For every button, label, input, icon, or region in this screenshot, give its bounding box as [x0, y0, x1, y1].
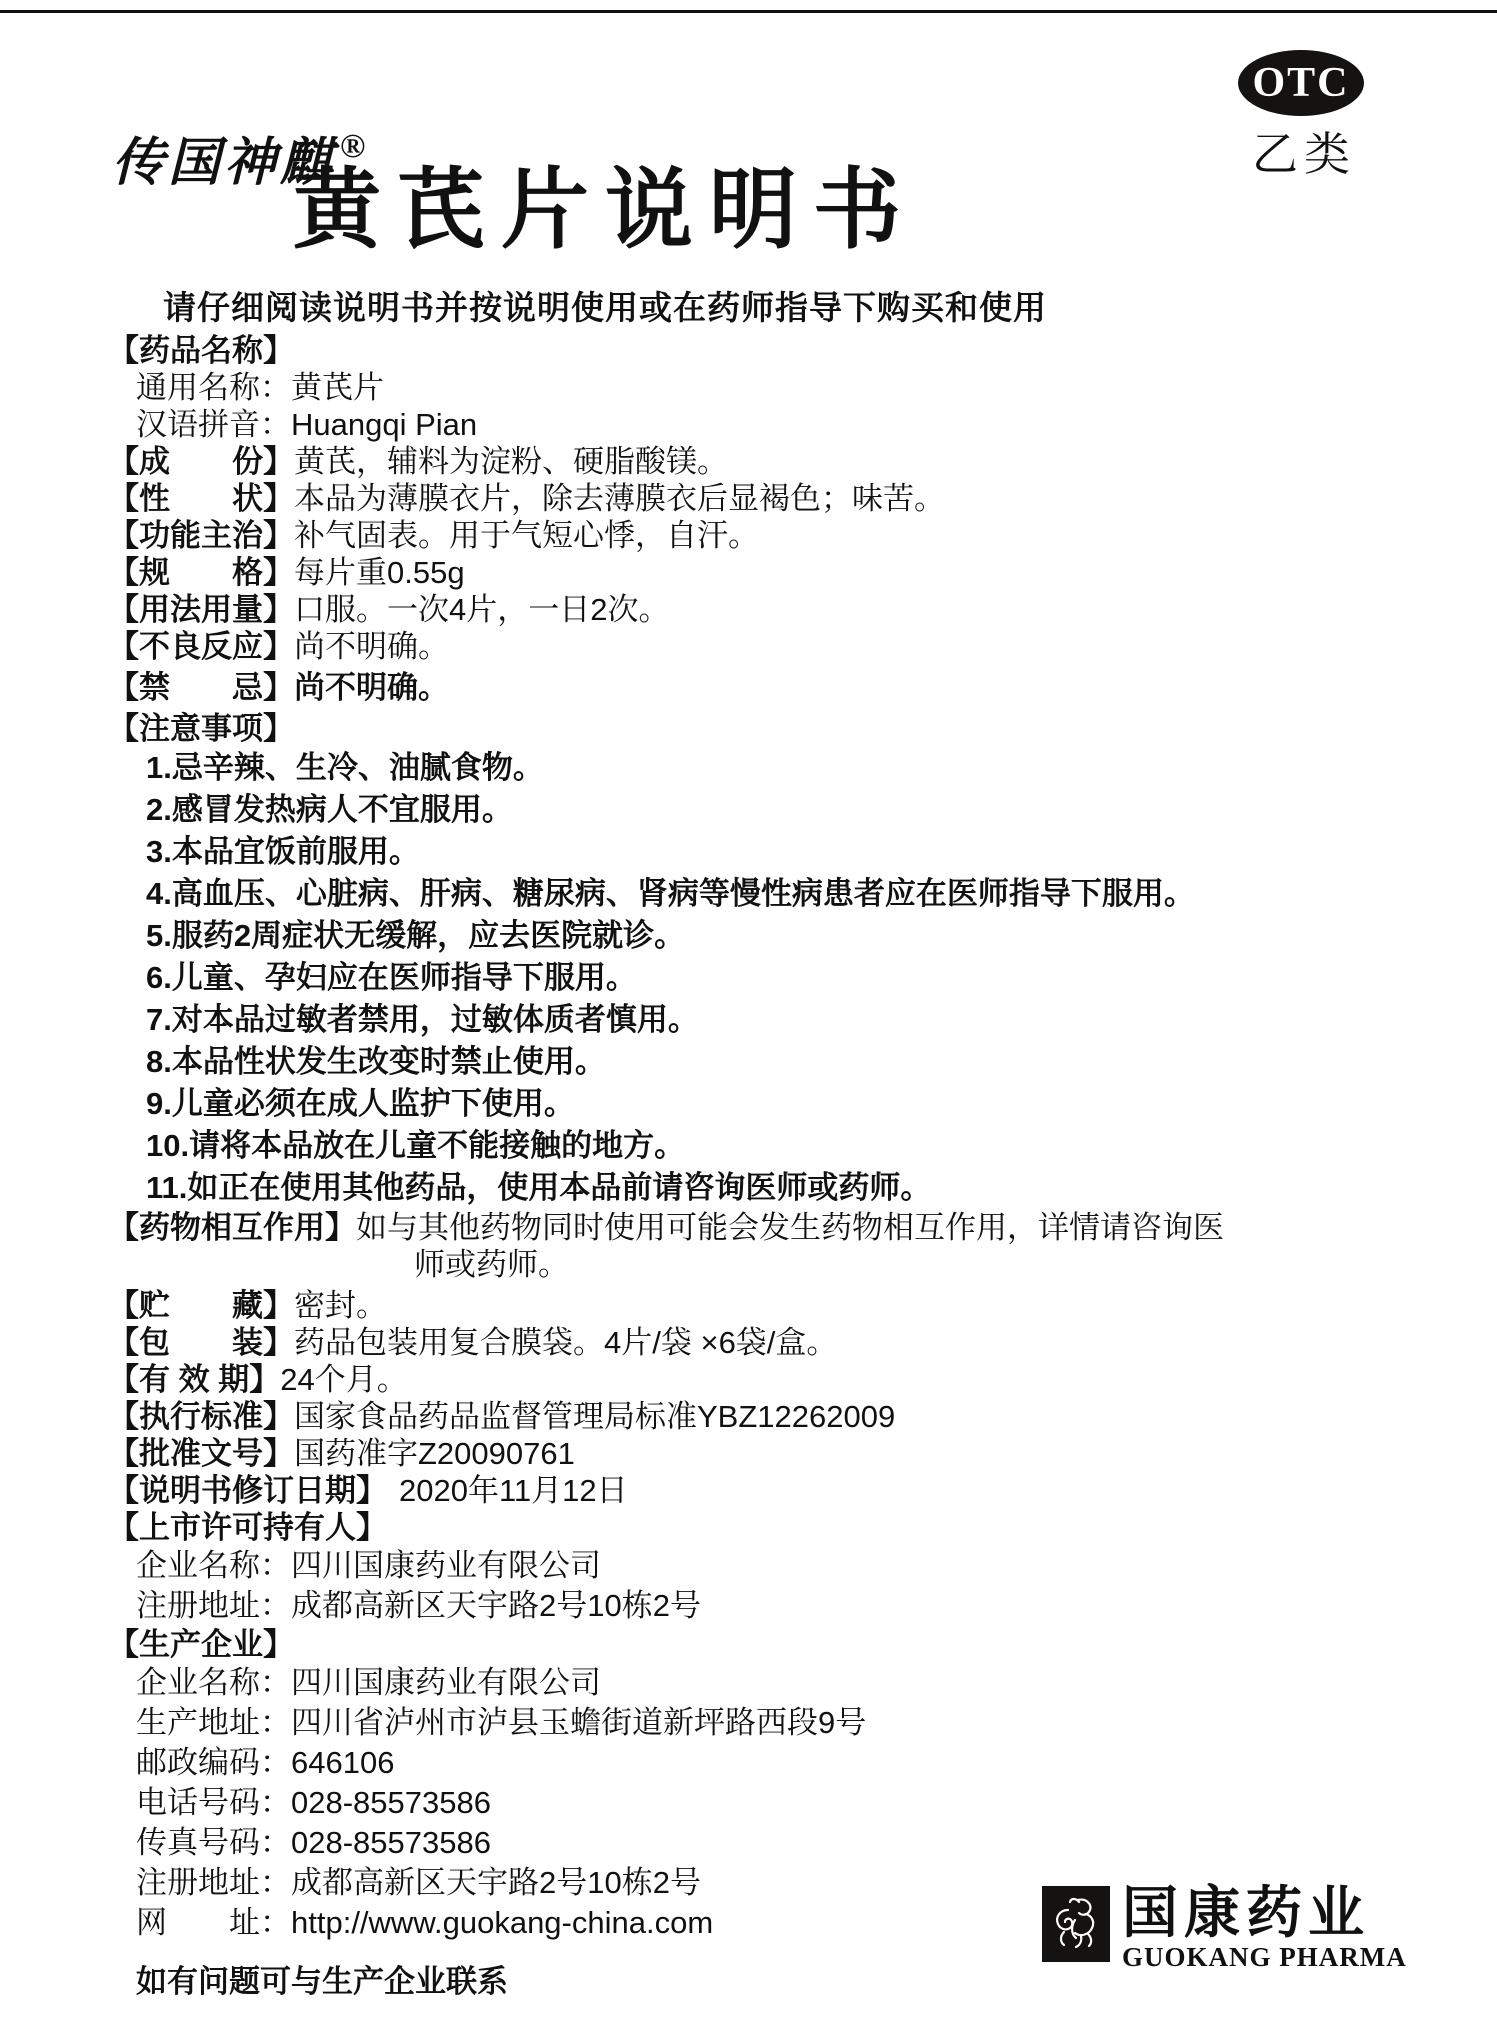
- manufacturer-label: 【生产企业】: [108, 1627, 294, 1662]
- section-character: 【性 状】本品为薄膜衣片，除去薄膜衣后显褐色；味苦。: [108, 481, 945, 516]
- precaution-item-2: 2.感冒发热病人不宜服用。: [146, 792, 513, 827]
- manufacturer-website: 网 址：http://www.guokang-china.com: [136, 1905, 714, 1940]
- section-interaction-continued: 师或药师。: [414, 1247, 569, 1282]
- section-storage: 【贮 藏】密封。: [108, 1288, 387, 1323]
- section-ingredients: 【成 份】黄芪，辅料为淀粉、硬脂酸镁。: [108, 444, 728, 479]
- section-specification: 【规 格】每片重0.55g: [108, 555, 465, 590]
- manufacturer-company: 企业名称：四川国康药业有限公司: [136, 1665, 601, 1700]
- precaution-item-3: 3.本品宜饭前服用。: [146, 834, 420, 869]
- precaution-item-4: 4.高血压、心脏病、肝病、糖尿病、肾病等慢性病患者应在医师指导下服用。: [146, 876, 1195, 911]
- section-approval-number: 【批准文号】国药准字Z20090761: [108, 1436, 575, 1471]
- section-drug-name: 【药品名称】: [108, 333, 294, 368]
- section-contraindications: 【禁 忌】尚不明确。: [108, 670, 449, 705]
- license-holder-label: 【上市许可持有人】: [108, 1510, 387, 1545]
- precaution-item-9: 9.儿童必须在成人监护下使用。: [146, 1086, 575, 1121]
- section-precautions: [108, 710, 1461, 1209]
- precaution-item-5: 5.服药2周症状无缓解，应去医院就诊。: [146, 918, 686, 953]
- top-border-rule: [0, 10, 1497, 13]
- qilin-logo-icon: [1042, 1886, 1110, 1962]
- license-holder-address: 注册地址：成都高新区天宇路2号10栋2号: [136, 1588, 701, 1623]
- manufacturer-prod-address: 生产地址：四川省泸州市泸县玉蟾街道新坪路西段9号: [136, 1705, 867, 1740]
- precaution-item-10: 10.请将本品放在儿童不能接触的地方。: [146, 1128, 686, 1163]
- page-subtitle: 请仔细阅读说明书并按说明使用或在药师指导下购买和使用: [163, 289, 1047, 326]
- registered-trademark-icon: ®: [340, 128, 370, 166]
- precaution-item-11: 11.如正在使用其他药品，使用本品前请咨询医师或药师。: [146, 1170, 932, 1205]
- manufacturer-postcode: 邮政编码：646106: [136, 1745, 395, 1780]
- section-revision-date: 【说明书修订日期】 2020年11月12日: [108, 1473, 628, 1508]
- company-logo-en: GUOKANG PHARMA: [1122, 1942, 1407, 1972]
- section-indications: 【功能主治】补气固表。用于气短心悸，自汗。: [108, 518, 759, 553]
- section-package: 【包 装】药品包装用复合膜袋。4片/袋 ×6袋/盒。: [108, 1325, 838, 1360]
- precaution-item-8: 8.本品性状发生改变时禁止使用。: [146, 1044, 606, 1079]
- section-validity: 【有 效 期】24个月。: [108, 1362, 408, 1397]
- precautions-label: 【注意事项】: [108, 711, 294, 746]
- manufacturer-phone: 电话号码：028-85573586: [136, 1785, 491, 1820]
- otc-badge-icon: [1238, 50, 1364, 116]
- precaution-item-7: 7.对本品过敏者禁用，过敏体质者慎用。: [146, 1002, 699, 1037]
- company-logo: [1042, 1883, 1407, 1972]
- drug-generic-name: 通用名称：黄芪片: [136, 370, 384, 405]
- precaution-item-1: 1.忌辛辣、生冷、油腻食物。: [146, 750, 544, 785]
- footer-contact-note: 如有问题可与生产企业联系: [136, 1964, 508, 1999]
- drug-pinyin: 汉语拼音：Huangqi Pian: [136, 407, 478, 442]
- manufacturer-reg-address: 注册地址：成都高新区天宇路2号10栋2号: [136, 1865, 701, 1900]
- section-interaction: 【药物相互作用】如与其他药物同时使用可能会发生药物相互作用，详情请咨询医: [108, 1210, 1224, 1245]
- section-license-holder: [108, 1509, 1461, 1626]
- manufacturer-fax: 传真号码：028-85573586: [136, 1825, 491, 1860]
- company-logo-cn: 国康药业: [1122, 1883, 1370, 1945]
- leaflet-body: [108, 332, 1461, 2003]
- otc-category: 乙类: [1252, 129, 1356, 180]
- page-title: 黄芪片说明书: [292, 160, 917, 259]
- brand-name: 传国神麒: [112, 135, 337, 192]
- section-standard: 【执行标准】国家食品药品监督管理局标准YBZ12262009: [108, 1399, 896, 1434]
- precaution-item-6: 6.儿童、孕妇应在医师指导下服用。: [146, 960, 637, 995]
- otc-label: OTC: [1252, 60, 1350, 106]
- section-adverse-reactions: 【不良反应】尚不明确。: [108, 629, 449, 664]
- license-holder-company: 企业名称：四川国康药业有限公司: [136, 1548, 601, 1583]
- section-dosage: 【用法用量】口服。一次4片，一日2次。: [108, 592, 670, 627]
